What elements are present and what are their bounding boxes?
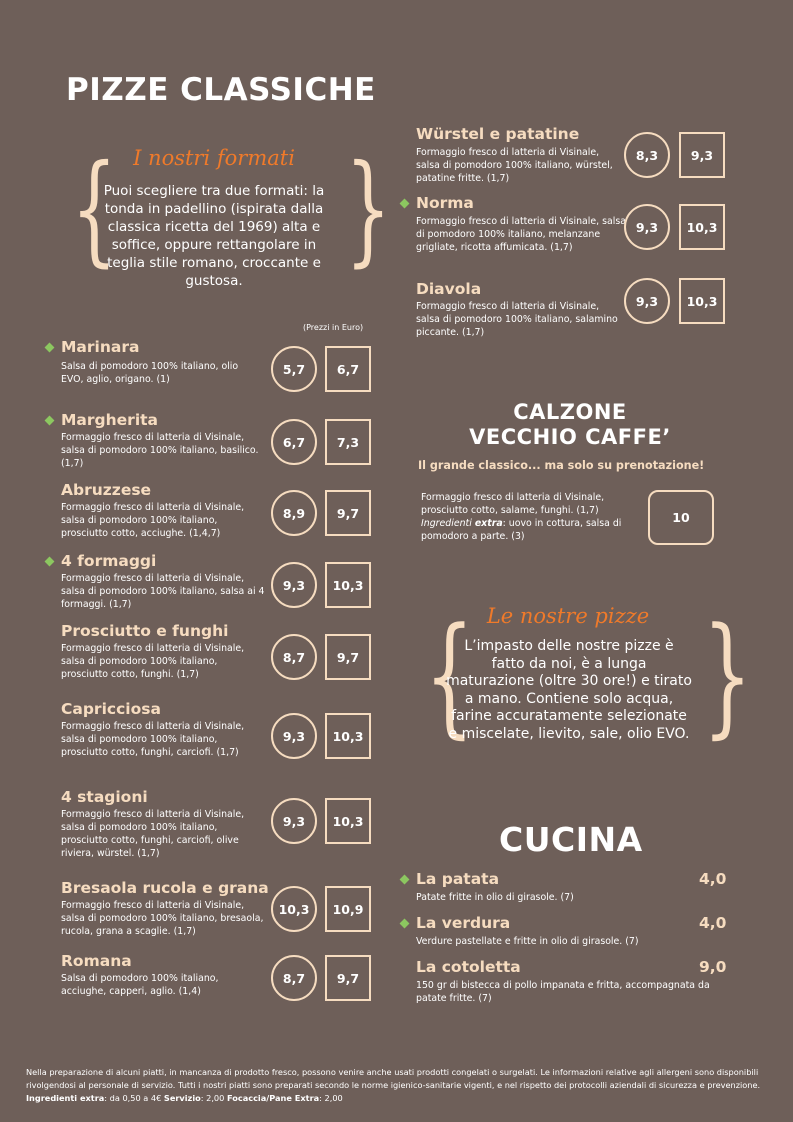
calzone-price: 10 [672, 510, 690, 525]
pizza-description: Formaggio fresco di latteria di Visinale, salsa di pomodoro 100% italiano, prosciutto cotto, funghi, carciofi. (1,7) [61, 721, 245, 758]
price-round: 9,3 [624, 204, 670, 250]
footer-note [26, 1066, 771, 1105]
calzone-extra-rest: : uovo in cottura, salsa di pomodoro a parte. (3) [421, 518, 622, 542]
calzone-subtitle: Il grande classico... ma solo su prenotazione! [418, 459, 705, 472]
cucina-item-price: 4,0 [699, 870, 727, 888]
pizze-title: PIZZE CLASSICHE [66, 72, 376, 108]
price-round: 8,7 [271, 955, 317, 1001]
calzone-extra-bold: extra [474, 518, 503, 529]
prices-note: (Prezzi in Euro) [303, 323, 364, 332]
price-square: 9,7 [325, 955, 371, 1001]
calzone-desc-main: Formaggio fresco di latteria di Visinale, prosciutto cotto, salame, funghi. (1,7) [421, 492, 605, 516]
diamond-marker-icon [400, 919, 410, 929]
footer-service-value: : 2,00 [200, 1093, 227, 1103]
left-brace: { [71, 140, 118, 279]
pizza-description: Formaggio fresco di latteria di Visinale, salsa di pomodoro 100% italiano, bresaola, rucola, grana a scaglie. (1,7) [61, 900, 264, 937]
right-brace: } [345, 140, 392, 279]
pizza-description: Formaggio fresco di latteria di Visinale, salsa di pomodoro 100% italiano, prosciutto cotto, funghi, carciofi, olive riviera, würstel. (1,7) [61, 809, 245, 859]
pizza-name: Romana [61, 952, 132, 970]
price-square: 6,7 [325, 346, 371, 392]
price-round: 10,3 [271, 886, 317, 932]
price-round: 9,3 [271, 798, 317, 844]
price-round: 9,3 [271, 713, 317, 759]
price-square: 10,3 [679, 278, 725, 324]
pizza-name: Marinara [61, 338, 140, 356]
pizza-name: Würstel e patatine [416, 125, 580, 143]
pizza-description: Formaggio fresco di latteria di Visinale, salsa di pomodoro 100% italiano, prosciutto cotto, funghi. (1,7) [61, 643, 245, 680]
pizza-description: Salsa di pomodoro 100% italiano, olio EVO, aglio, origano. (1) [61, 361, 239, 385]
diamond-marker-icon [400, 875, 410, 885]
footer-service-label: Servizio [163, 1093, 201, 1103]
diamond-marker-icon [45, 343, 55, 353]
footer-bread-label: Focaccia/Pane Extra [226, 1093, 320, 1103]
pizza-description: Salsa di pomodoro 100% italiano, acciughe, capperi, aglio. (1,4) [61, 973, 219, 997]
price-square: 10,9 [325, 886, 371, 932]
footer-extra-value: : da 0,50 a 4€ [104, 1093, 164, 1103]
price-square: 7,3 [325, 419, 371, 465]
footer-extra-label: Ingredienti extra [26, 1093, 105, 1103]
diamond-marker-icon [400, 199, 410, 209]
cucina-item-price: 4,0 [699, 914, 727, 932]
formats-text: Puoi scegliere tra due formati: la tonda in padellino (ispirata dalla classica ricetta del 1969) alta e soffice, oppure rettangolare in teglia stile romano, croccante e gustosa. [103, 183, 325, 289]
pizza-description: Formaggio fresco di latteria di Visinale, salsa di pomodoro 100% italiano, würstel, patatine fritte. (1,7) [416, 147, 613, 184]
cucina-item-name: La cotoletta [416, 958, 521, 976]
calzone-title-line2: VECCHIO CAFFE’ [469, 425, 671, 449]
cucina-item-price: 9,0 [699, 958, 727, 976]
pizza-name: 4 stagioni [61, 788, 148, 806]
diamond-marker-icon [45, 557, 55, 567]
price-square: 9,7 [325, 634, 371, 680]
diamond-marker-icon [45, 416, 55, 426]
cucina-title: CUCINA [499, 820, 643, 859]
price-round: 6,7 [271, 419, 317, 465]
nostre-pizze-title: Le nostre pizze [486, 604, 650, 628]
pizza-name: Capricciosa [61, 700, 161, 718]
price-square: 10,3 [325, 798, 371, 844]
pizza-name: Diavola [416, 280, 482, 298]
pizza-name: Abruzzese [61, 481, 152, 499]
price-square: 10,3 [325, 713, 371, 759]
formats-title: I nostri formati [133, 146, 295, 170]
calzone-price-box [648, 490, 714, 545]
pizza-name: Prosciutto e funghi [61, 622, 229, 640]
pizza-description: Formaggio fresco di latteria di Visinale, salsa di pomodoro 100% italiano, salamino piccante. (1,7) [416, 301, 618, 338]
price-square: 10,3 [679, 204, 725, 250]
footer-bread-value: : 2,00 [319, 1093, 343, 1103]
cucina-item-description: Patate fritte in olio di girasole. (7) [416, 892, 574, 903]
pizza-description: Formaggio fresco di latteria di Visinale, salsa di pomodoro 100% italiano, salsa ai 4 formaggi. (1,7) [61, 573, 265, 610]
nostre-right-brace: } [702, 599, 753, 751]
price-round: 8,7 [271, 634, 317, 680]
calzone-title-line1: CALZONE [513, 400, 627, 424]
pizza-name: Norma [416, 194, 474, 212]
pizza-description: Formaggio fresco di latteria di Visinale, salsa di pomodoro 100% italiano, prosciutto cotto, acciughe. (1,4,7) [61, 502, 245, 539]
price-round: 9,3 [271, 562, 317, 608]
cucina-item-name: La verdura [416, 914, 511, 932]
cucina-item-description: 150 gr di bistecca di pollo impanata e fritta, accompagnata da patate fritte. (7) [416, 980, 710, 1004]
nostre-left-brace: { [424, 599, 475, 751]
price-square: 10,3 [325, 562, 371, 608]
footer-text: Nella preparazione di alcuni piatti, in mancanza di prodotto fresco, possono venire anche usati prodotti congelati o surgelati. Le informazioni relative agli allergeni sono disponibili rivolgendosi al personale di servizio. Tutti i nostri piatti sono preparati secondo le norme igienico-sanitarie vigenti, e nel rispetto dei protocolli aziendali di sicurezza e prevenzione. [26, 1067, 761, 1090]
price-square: 9,3 [679, 132, 725, 178]
calzone-extra-label: Ingredienti [421, 518, 472, 529]
pizza-description: Formaggio fresco di latteria di Visinale, salsa di pomodoro 100% italiano, basilico. (1,7) [61, 432, 259, 469]
nostre-pizze-text: L’impasto delle nostre pizze è fatto da noi, è a lunga maturazione (oltre 30 ore!) e tirato a mano. Contiene solo acqua, farine accuratamente selezionate e miscelate, lievito, sale, olio EVO. [446, 638, 692, 742]
cucina-item-description: Verdure pastellate e fritte in olio di girasole. (7) [416, 936, 639, 947]
price-round: 9,3 [624, 278, 670, 324]
pizza-description: Formaggio fresco di latteria di Visinale, salsa di pomodoro 100% italiano, melanzane grigliate, ricotta affumicata. (1,7) [416, 216, 626, 253]
cucina-item-name: La patata [416, 870, 500, 888]
pizza-name: Margherita [61, 411, 158, 429]
price-round: 8,9 [271, 490, 317, 536]
price-round: 5,7 [271, 346, 317, 392]
calzone-description [421, 491, 631, 543]
pizza-name: Bresaola rucola e grana [61, 879, 269, 897]
price-round: 8,3 [624, 132, 670, 178]
pizza-name: 4 formaggi [61, 552, 157, 570]
price-square: 9,7 [325, 490, 371, 536]
